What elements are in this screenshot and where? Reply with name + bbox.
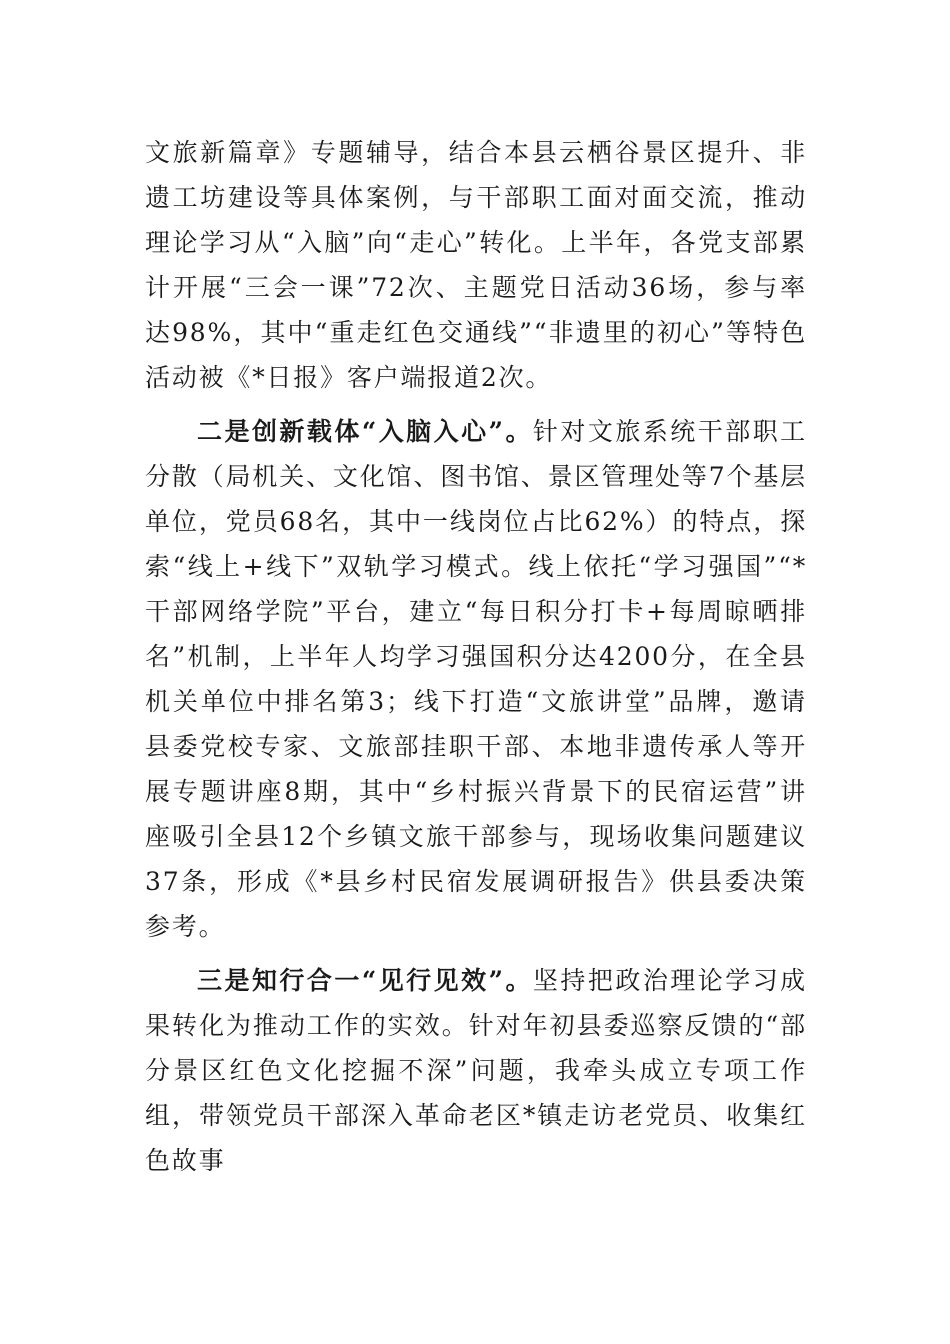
- paragraph-body-text: 针对文旅系统干部职工分散（局机关、文化馆、图书馆、景区管理处等7个基层单位，党员68名，其中一线岗位占比62%）的特点，探索“线上+线下”双轨学习模式。线上依托“学习强国”“*干部网络学院”平台，建立“每日积分打卡+每周晾晒排名”机制，上半年人均学习强国积分达4200分，在全县机关单位中排名第3；线下打造“文旅讲堂”品牌，邀请县委党校专家、文旅部挂职干部、本地非遗传承人等开展专题讲座8期，其中“乡村振兴背景下的民宿运营”讲座吸引全县12个乡镇文旅干部参与，现场收集问题建议37条，形成《*县乡村民宿发展调研报告》供县委决策参考。: [145, 417, 807, 941]
- paragraph-practice: [145, 958, 807, 1183]
- document-body: [145, 130, 807, 1192]
- paragraph-continuation: [145, 130, 807, 400]
- paragraph-heading: 二是创新载体“入脑入心”。: [197, 417, 533, 446]
- paragraph-innovation: [145, 409, 807, 949]
- paragraph-body-text: 文旅新篇章》专题辅导，结合本县云栖谷景区提升、非遗工坊建设等具体案例，与干部职工面对面交流，推动理论学习从“入脑”向“走心”转化。上半年，各党支部累计开展“三会一课”72次、主题党日活动36场，参与率达98%，其中“重走红色交通线”“非遗里的初心”等特色活动被《*日报》客户端报道2次。: [145, 138, 807, 392]
- paragraph-heading: 三是知行合一“见行见效”。: [197, 966, 533, 995]
- paragraph-body-text: 坚持把政治理论学习成果转化为推动工作的实效。针对年初县委巡察反馈的“部分景区红色文化挖掘不深”问题，我牵头成立专项工作组，带领党员干部深入革命老区*镇走访老党员、收集红色故事: [145, 966, 807, 1175]
